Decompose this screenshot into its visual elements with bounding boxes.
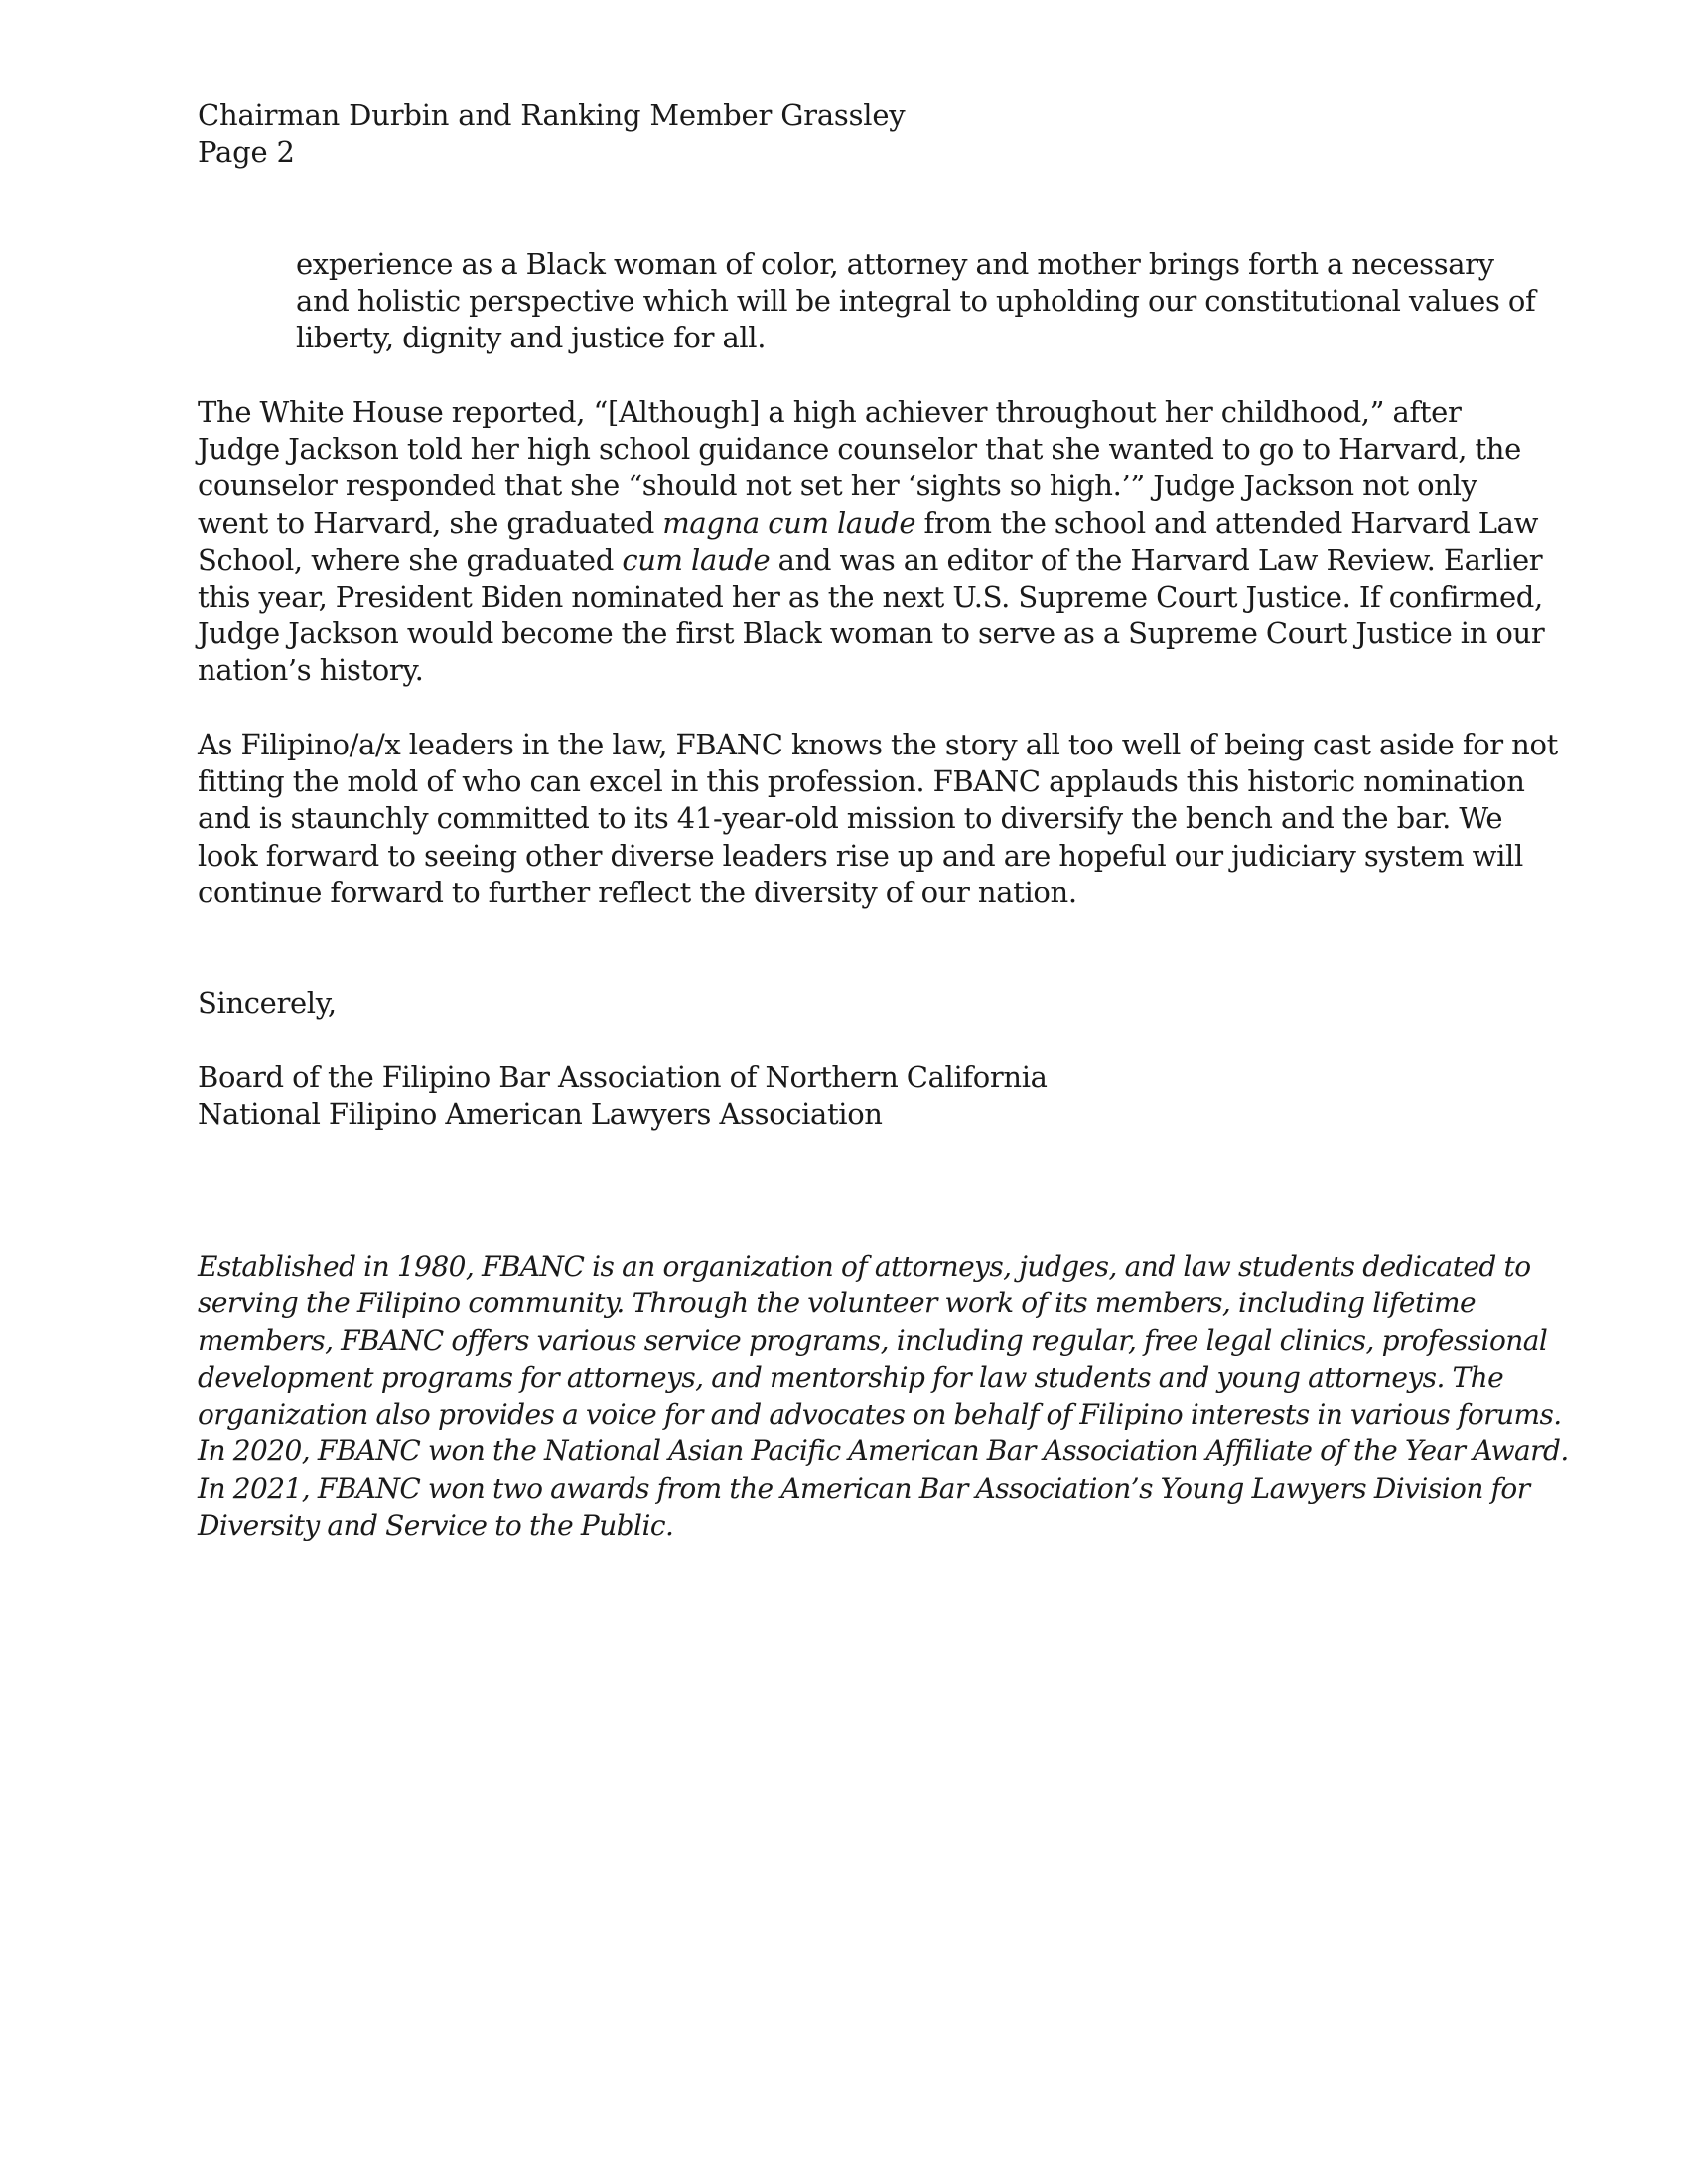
indented-quote <box>296 246 1535 357</box>
signatory-block <box>198 1059 1048 1133</box>
paragraph-fbanc <box>198 727 1558 911</box>
page-header <box>198 97 906 171</box>
text-run: from the school and attended Harvard Law <box>915 505 1539 540</box>
paragraph-line: this year, President Biden nominated her as the next U.S. Supreme Court Justice. If confirmed, <box>198 580 1543 614</box>
signatory-line: Board of the Filipino Bar Association of Northern California <box>198 1060 1048 1094</box>
paragraph-line: As Filipino/a/x leaders in the law, FBANC knows the story all too well of being cast aside for not <box>198 728 1558 761</box>
about-line: Established in 1980, FBANC is an organization of attorneys, judges, and law students dedicated to <box>198 1250 1531 1283</box>
text-run: went to Harvard, she graduated <box>198 505 663 540</box>
about-line: development programs for attorneys, and mentorship for law students and young attorneys. The <box>198 1360 1504 1394</box>
text-run: School, where she graduated <box>198 542 623 577</box>
signatory-line: National Filipino American Lawyers Association <box>198 1097 883 1131</box>
header-page-number: Page 2 <box>198 135 295 169</box>
header-recipients: Chairman Durbin and Ranking Member Grassley <box>198 98 906 132</box>
about-line: serving the Filipino community. Through the volunteer work of its members, including lifetime <box>198 1287 1477 1320</box>
paragraph-line: The White House reported, “[Although] a high achiever throughout her childhood,” after <box>198 395 1462 429</box>
about-fbanc <box>198 1248 1569 1544</box>
about-line: In 2020, FBANC won the National Asian Pacific American Bar Association Affiliate of the Year Award. <box>198 1434 1569 1468</box>
quote-line: and holistic perspective which will be integral to upholding our constitutional values of <box>296 284 1536 319</box>
paragraph-line: nation’s history. <box>198 653 424 688</box>
paragraph-line: counselor responded that she “should not set her ‘sights so high.’” Judge Jackson not only <box>198 469 1477 503</box>
closing-salutation: Sincerely, <box>198 986 337 1020</box>
paragraph-line: look forward to seeing other diverse leaders rise up and are hopeful our judiciary system will <box>198 838 1523 873</box>
about-line: In 2021, FBANC won two awards from the American Bar Association’s Young Lawyers Division for <box>198 1471 1530 1505</box>
quote-line: liberty, dignity and justice for all. <box>296 321 767 355</box>
paragraph-line: Judge Jackson would become the first Black woman to serve as a Supreme Court Justice in our <box>198 616 1545 651</box>
about-line: organization also provides a voice for and advocates on behalf of Filipino interests in various forums. <box>198 1398 1562 1432</box>
paragraph-white-house <box>198 394 1544 690</box>
about-line: members, FBANC offers various service programs, including regular, free legal clinics, professional <box>198 1323 1548 1357</box>
text-run: and was an editor of the Harvard Law Review. Earlier <box>770 542 1543 577</box>
paragraph-line: fitting the mold of who can excel in this profession. FBANC applauds this historic nomination <box>198 764 1525 799</box>
quote-line: experience as a Black woman of color, attorney and mother brings forth a necessary <box>296 247 1494 281</box>
paragraph-line: and is staunchly committed to its 41-year-old mission to diversify the bench and the bar. We <box>198 801 1503 836</box>
italic-run: magna cum laude <box>662 505 916 540</box>
italic-run: cum laude <box>622 542 771 577</box>
about-line: Diversity and Service to the Public. <box>198 1509 674 1543</box>
paragraph-line <box>198 542 1544 579</box>
paragraph-line: continue forward to further reflect the diversity of our nation. <box>198 875 1077 909</box>
paragraph-line <box>198 505 1544 542</box>
paragraph-line: Judge Jackson told her high school guidance counselor that she wanted to go to Harvard, the <box>198 432 1521 467</box>
